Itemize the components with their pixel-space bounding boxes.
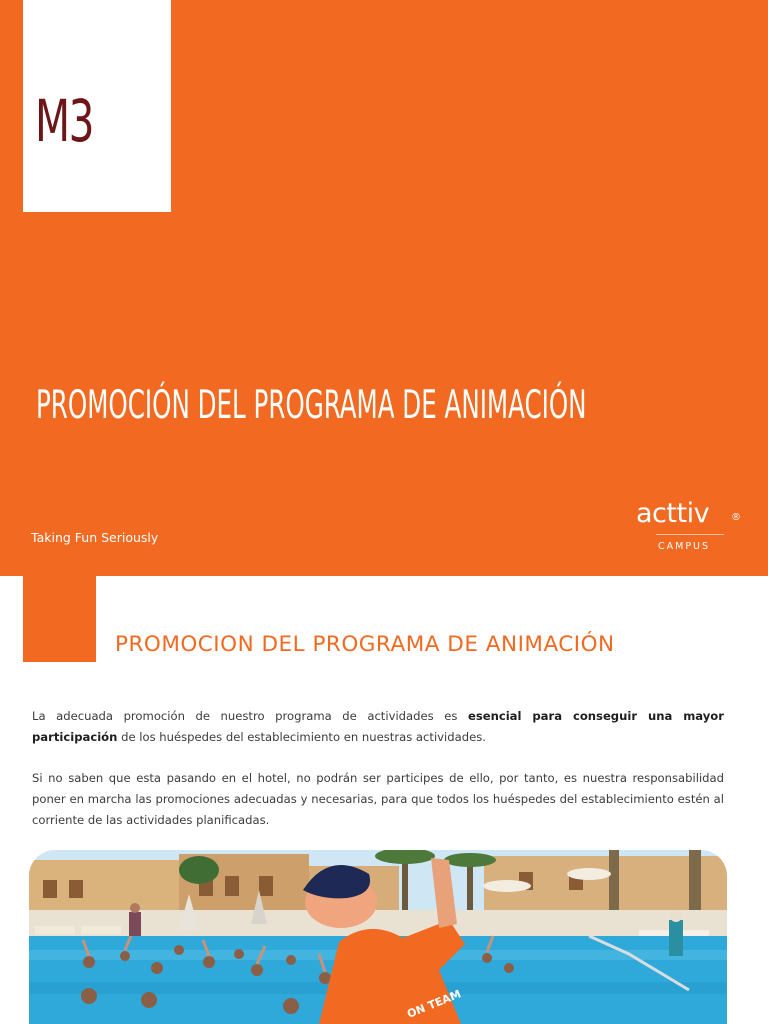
content-page — [0, 576, 768, 1024]
pool-scene-illustration — [29, 850, 727, 1024]
module-label: M3 — [35, 87, 93, 155]
section-heading: PROMOCION DEL PROGRAMA DE ANIMACIÓN — [115, 632, 615, 657]
shirt-text: ON TEAM — [405, 987, 463, 1021]
module-badge — [23, 0, 171, 212]
pool-activity-photo — [29, 850, 727, 1024]
tagline: Taking Fun Seriously — [31, 530, 159, 545]
accent-block — [23, 576, 96, 662]
registered-mark: ® — [731, 512, 741, 523]
cover-title: PROMOCIÓN DEL PROGRAMA DE ANIMACIÓN — [36, 383, 587, 428]
brand-name: acttiv — [636, 498, 710, 529]
brand-logo — [636, 498, 746, 558]
paragraph-intro-emphasis: esencial para conseguir una mayor participación — [32, 709, 724, 744]
paragraph-intro-text: La adecuada promoción de nuestro programa de actividades es — [32, 709, 468, 723]
paragraph-responsibility: Si no saben que esta pasando en el hotel, no podrán ser participes de ello, por tanto, es nuestra responsabilidad poner en marcha las promociones adecuadas y necesarias, para que todos los huéspedes del establecimiento estén al corriente de las actividades planificadas. — [32, 771, 724, 827]
brand-subtitle: CAMPUS — [658, 541, 711, 552]
paragraph-intro-text-end: de los huéspedes del establecimiento en nuestras actividades. — [117, 730, 486, 744]
brand-divider — [656, 534, 724, 535]
paragraph-intro — [32, 706, 724, 748]
